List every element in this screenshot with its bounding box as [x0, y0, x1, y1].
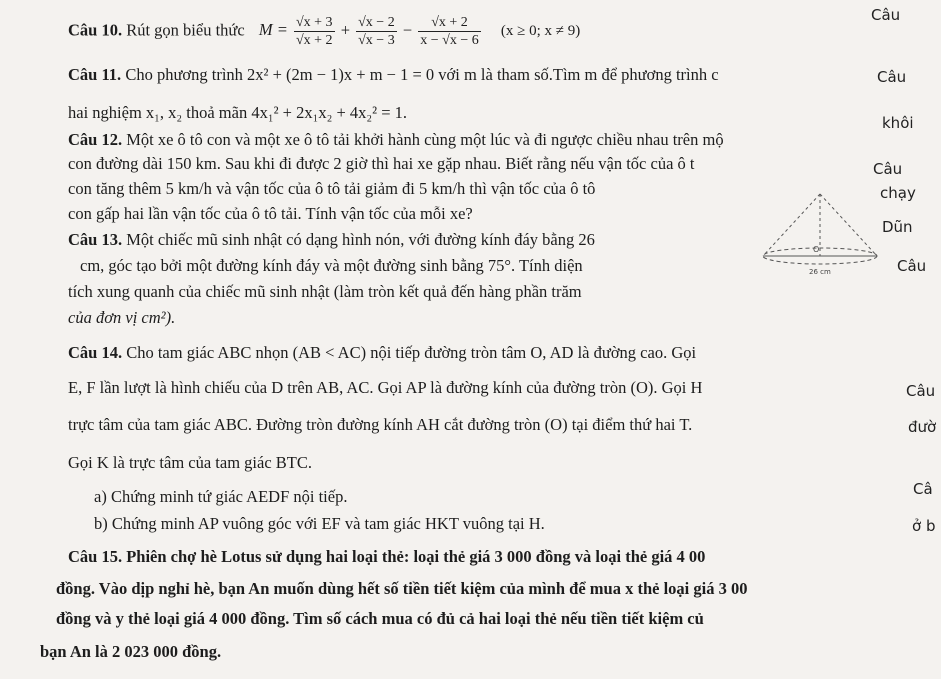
side-fragment-7: Câu [897, 257, 927, 275]
cone-diameter-label: 26 cm [809, 268, 831, 276]
side-fragment-9: đườ [908, 418, 937, 436]
fraction-1-denominator: √x + 2 [295, 33, 333, 48]
side-fragment-5: chạy [880, 184, 916, 202]
minus-sign: − [402, 20, 413, 40]
side-fragment-11: ở b [912, 517, 936, 535]
fraction-3 [418, 14, 480, 49]
question-14-line-3: trực tâm của tam giác ABC. Đường tròn đường kính AH cắt đường tròn (O) tại điểm thứ hai T. [68, 415, 693, 434]
question-15-text-1: Phiên chợ hè Lotus sử dụng hai loại thẻ: loại thẻ giá 3 000 đồng và loại thẻ giá 4 00 [126, 547, 706, 566]
fraction-1 [294, 14, 335, 49]
question-12-text-1: Một xe ô tô con và một xe ô tô tải khởi hành cùng một lúc và đi ngược chiều nhau trên mộ [126, 130, 724, 149]
fraction-1-numerator: √x + 3 [295, 15, 333, 30]
side-fragment-2: Câu [877, 68, 907, 86]
question-14-text-1: Cho tam giác ABC nhọn (AB < AC) nội tiếp đường tròn tâm O, AD là đường cao. Gọi [126, 343, 697, 362]
question-11-line-1 [68, 64, 719, 86]
question-11-text-1: Cho phương trình 2x² + (2m − 1)x + m − 1 = 0 với m là tham số.Tìm m để phương trình c [125, 65, 719, 84]
question-12-line-4: con gấp hai lần vận tốc của ô tô tải. Tính vận tốc của mỗi xe? [68, 204, 473, 223]
question-14-part-b: b) Chứng minh AP vuông góc với EF và tam giác HKT vuông tại H. [94, 514, 545, 533]
question-11-line-2: hai nghiệm x₁, x₂ thoả mãn 4x₁² + 2x₁x₂ + 4x₂² = 1. [68, 103, 408, 122]
question-15-line-2: đồng. Vào dịp nghỉ hè, bạn An muốn dùng hết số tiền tiết kiệm của mình để mua x thẻ loại giá 3 00 [56, 579, 748, 598]
plus-sign: + [340, 20, 350, 40]
fraction-2-numerator: √x − 2 [358, 15, 395, 30]
side-fragment-4: Câu [873, 160, 903, 178]
side-fragment-1: Câu [871, 6, 901, 24]
question-13-line-4: của đơn vị cm²). [68, 308, 176, 327]
question-14-line-2: E, F lần lượt là hình chiếu của D trên AB, AC. Gọi AP là đường kính của đường tròn (O). Gọi H [68, 378, 703, 397]
question-11-label: Câu 11. [68, 65, 122, 84]
side-fragment-6: Dũn [882, 218, 913, 236]
fraction-2 [356, 14, 397, 49]
question-15-line-1 [68, 546, 705, 568]
question-12-label: Câu 12. [68, 130, 123, 149]
question-13-label: Câu 13. [68, 230, 123, 249]
question-15-line-3: đồng và y thẻ loại giá 4 000 đồng. Tìm số cách mua có đủ cả hai loại thẻ nếu tiền tiết kiệm củ [56, 609, 704, 628]
question-14-line-1 [68, 342, 696, 364]
question-14-line-4: Gọi K là trực tâm của tam giác BTC. [68, 453, 312, 472]
question-13-text-1: Một chiếc mũ sinh nhật có dạng hình nón, với đường kính đáy bằng 26 [126, 230, 595, 249]
question-13-line-2: cm, góc tạo bởi một đường kính đáy và một đường sinh bằng 75°. Tính diện [80, 256, 583, 275]
question-15-label: Câu 15. [68, 547, 123, 566]
side-fragment-8: Câu [906, 382, 936, 400]
cone-figure [745, 188, 895, 280]
side-fragment-10: Câ [913, 480, 933, 498]
fraction-3-denominator: x − √x − 6 [420, 33, 479, 48]
question-15-line-4: bạn An là 2 023 000 đồng. [40, 642, 222, 661]
condition: (x ≥ 0; x ≠ 9) [500, 23, 581, 40]
question-10-label: Câu 10. [68, 20, 123, 40]
expr-m: M = [258, 20, 288, 40]
question-12-line-3: con tăng thêm 5 km/h và vận tốc của ô tô tải giảm đi 5 km/h thì vận tốc của ô tô [68, 179, 596, 198]
fraction-2-denominator: √x − 3 [358, 33, 395, 48]
question-10-text: Rút gọn biểu thức [126, 20, 245, 40]
question-14-label: Câu 14. [68, 343, 123, 362]
question-12-line-2: con đường dài 150 km. Sau khi đi được 2 giờ thì hai xe gặp nhau. Biết rằng nếu vận tốc của ô t [68, 154, 695, 173]
side-fragment-3: khôi [882, 114, 914, 132]
cone-center-label: O [813, 245, 820, 254]
question-10 [68, 14, 580, 49]
question-14-part-a: a) Chứng minh tứ giác AEDF nội tiếp. [94, 487, 348, 506]
question-12-line-1 [68, 129, 724, 151]
question-13-line-3: tích xung quanh của chiếc mũ sinh nhật (làm tròn kết quả đến hàng phần trăm [68, 282, 582, 301]
fraction-3-numerator: √x + 2 [418, 14, 480, 32]
question-13-line-1 [68, 229, 595, 251]
